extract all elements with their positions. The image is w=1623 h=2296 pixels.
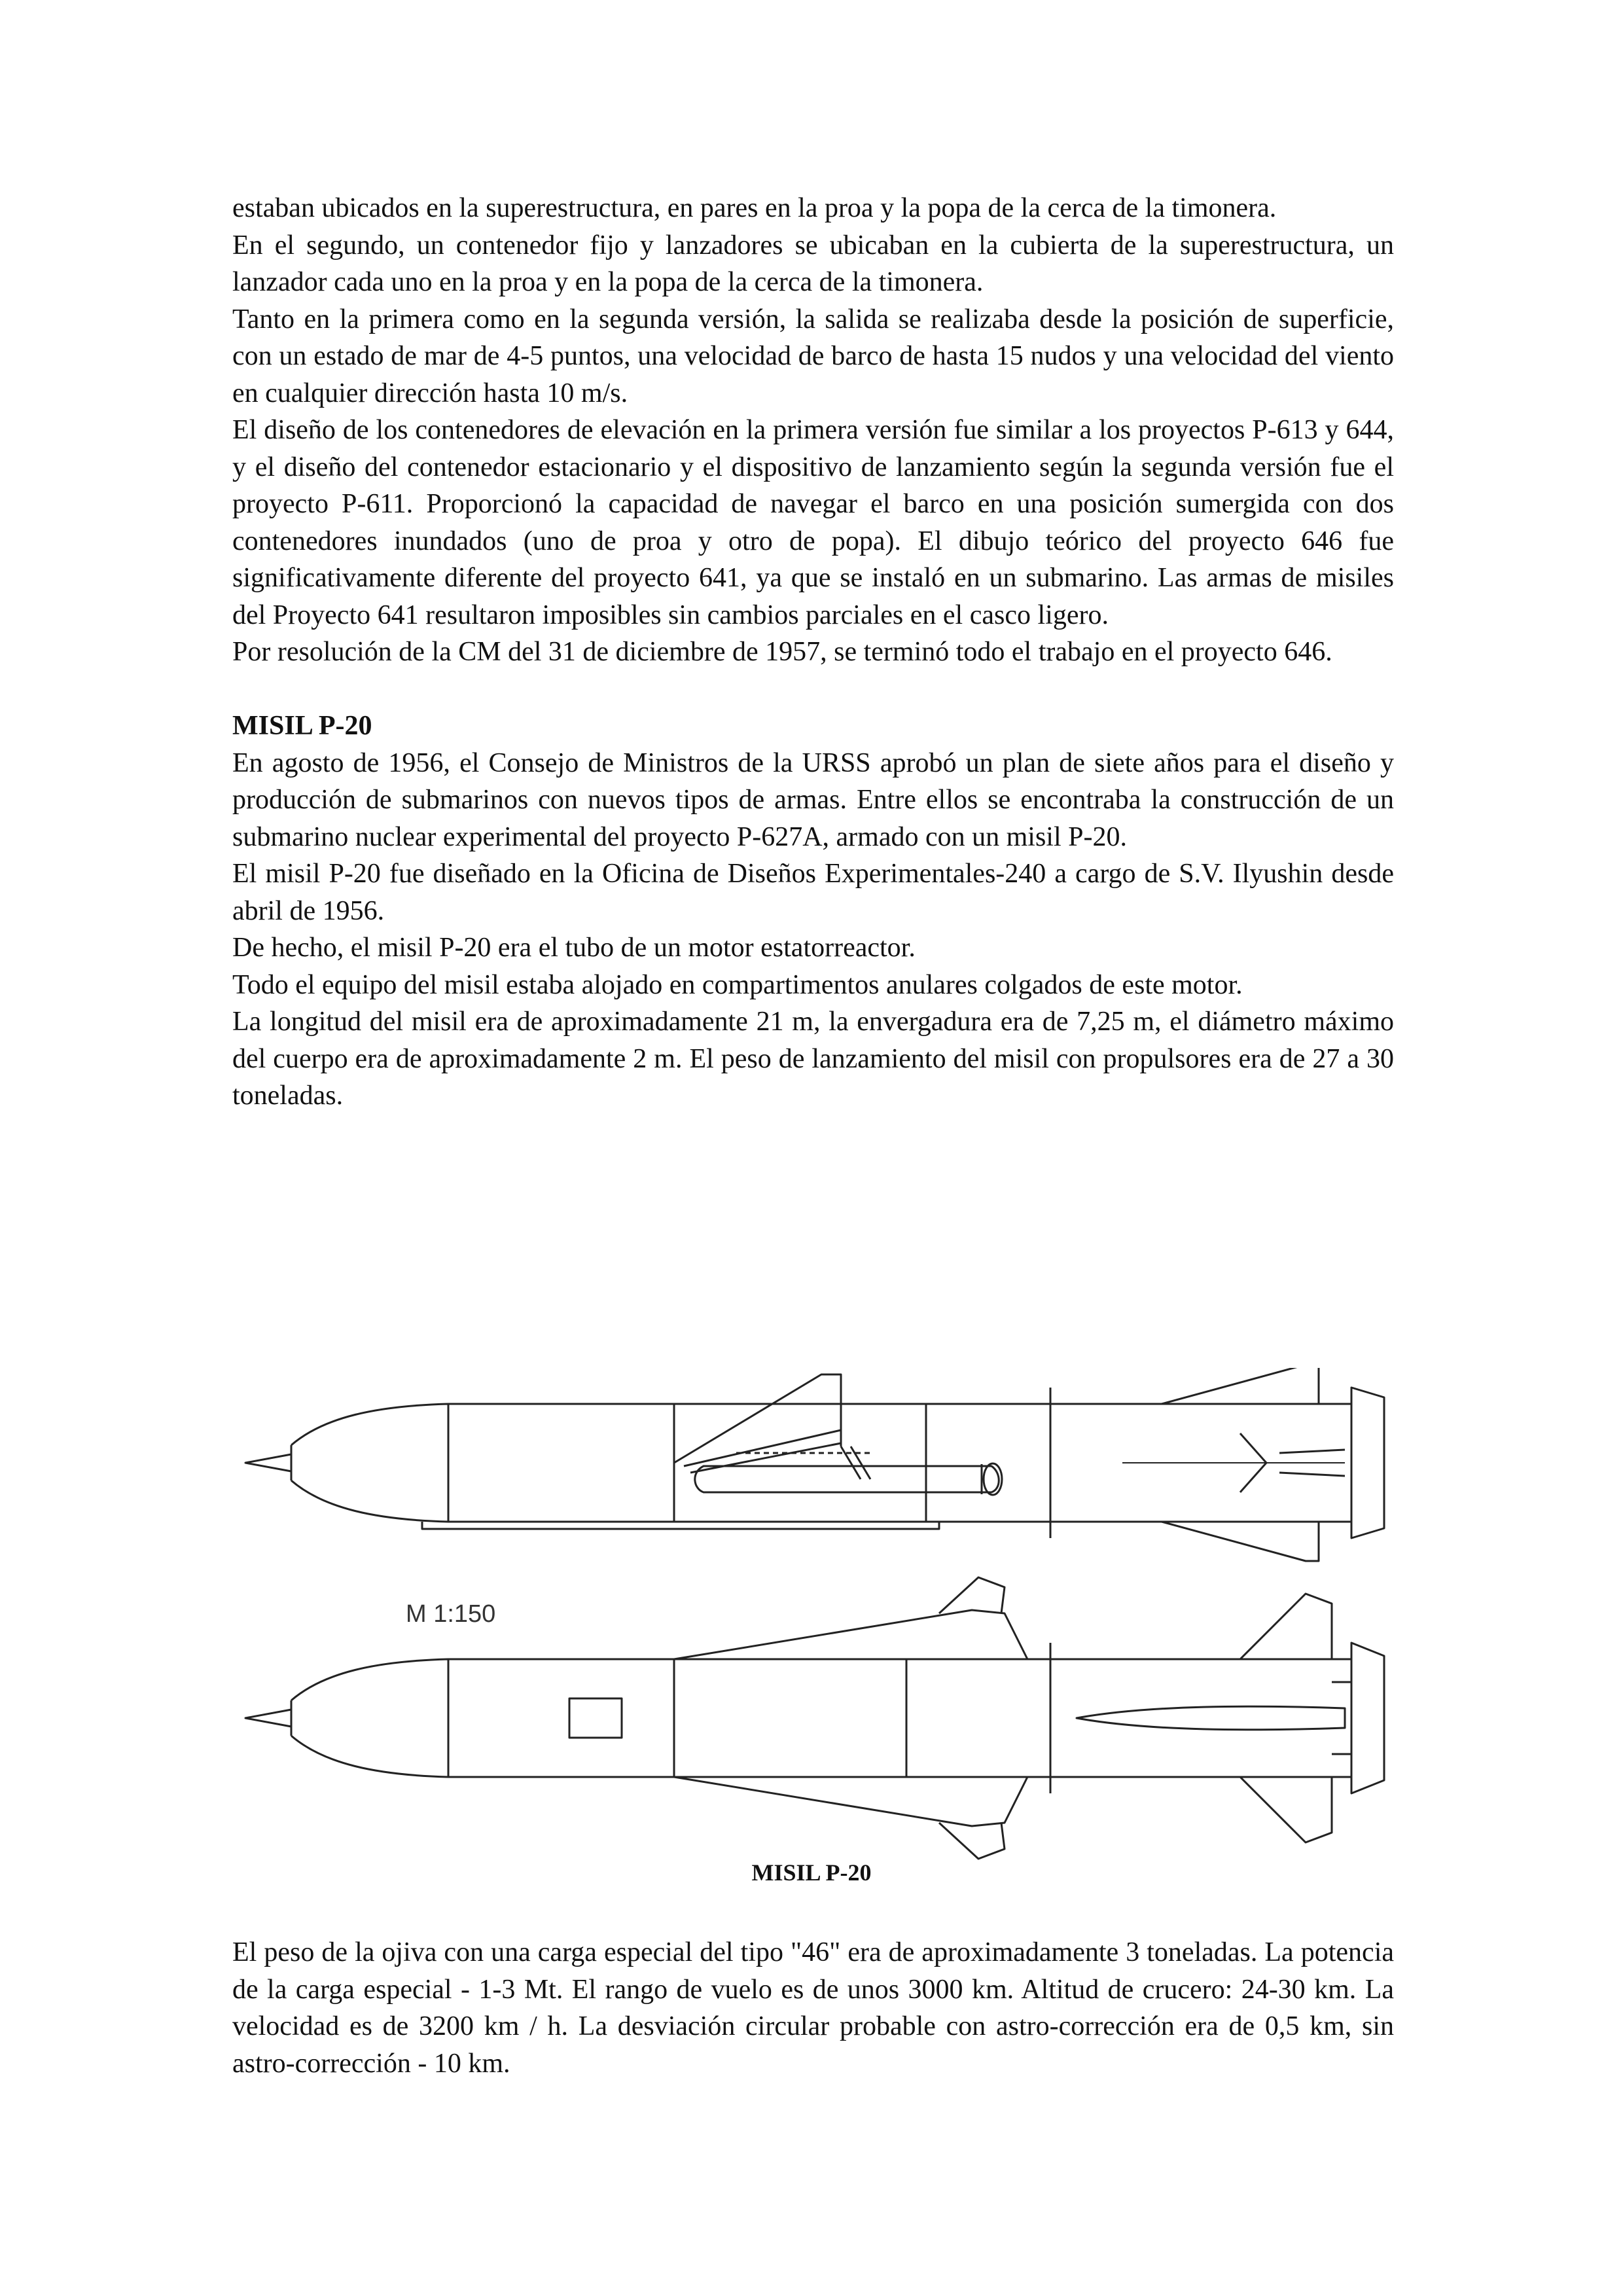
- paragraph: El peso de la ojiva con una carga especial del tipo "46" era de aproximadamente 3 toneladas. La potencia de la carga especial - 1-3 Mt. El rango de vuelo es de unos 3000 km. Altitud de crucero: 24-30 km. La velocidad es de 3200 km / h. La desviación circular probable con astro-corrección era de 0,5 km, sin astro-corrección - 10 km.: [232, 1937, 1394, 2079]
- paragraph: estaban ubicados en la superestructura, en pares en la proa y la popa de la cerca de la timonera.: [232, 193, 1277, 223]
- paragraph: El diseño de los contenedores de elevación en la primera versión fue similar a los proyectos P-613 y 644, y el diseño del contenedor estacionario y el dispositivo de lanzamiento según la segunda versión fue el proyecto P-611. Proporcionó la capacidad de navegar el barco en una posición sumergida con dos contenedores inundados (uno de proa y otro de popa). El dibujo teórico del proyecto 646 fue significativamente diferente del proyecto 641, ya que se instaló en un submarino. Las armas de misiles del Proyecto 641 resultaron imposibles sin cambios parciales en el casco ligero.: [232, 415, 1394, 630]
- paragraph: Todo el equipo del misil estaba alojado en compartimentos anulares colgados de este motor.: [232, 969, 1243, 1000]
- missile-side-view: [245, 1368, 1384, 1561]
- section-heading: MISIL P-20: [232, 711, 372, 741]
- scale-label: M 1:150: [406, 1600, 496, 1628]
- blank-line: [232, 671, 1394, 708]
- paragraph: Tanto en la primera como en la segunda versión, la salida se realizaba desde la posición de superficie, con un estado de mar de 4-5 puntos, una velocidad de barco de hasta 15 nudos y una velocidad del viento en cualquier dirección hasta 10 m/s.: [232, 304, 1394, 408]
- missile-drawing: [232, 1368, 1397, 1878]
- paragraph: La longitud del misil era de aproximadamente 21 m, la envergadura era de 7,25 m, el diámetro máximo del cuerpo era de aproximadamente 2 m. El peso de lanzamiento del misil con propulsores era de 27 a 30 toneladas.: [232, 1007, 1394, 1111]
- paragraph: Por resolución de la CM del 31 de diciembre de 1957, se terminó todo el trabajo en el proyecto 646.: [232, 637, 1332, 667]
- paragraph: El misil P-20 fue diseñado en la Oficina de Diseños Experimentales-240 a cargo de S.V. Ilyushin desde abril de 1956.: [232, 859, 1394, 926]
- paragraph: En el segundo, un contenedor fijo y lanzadores se ubicaban en la cubierta de la superestructura, un lanzador cada uno en la proa y en la popa de la cerca de la timonera.: [232, 230, 1394, 297]
- paragraph: De hecho, el misil P-20 era el tubo de un motor estatorreactor.: [232, 933, 916, 963]
- body-text-bottom: [232, 1934, 1394, 2082]
- figure-caption: MISIL P-20: [751, 1859, 872, 1886]
- body-text-top: [232, 190, 1394, 1115]
- paragraph: En agosto de 1956, el Consejo de Ministros de la URSS aprobó un plan de siete años para el diseño y producción de submarinos con nuevos tipos de armas. Entre ellos se encontraba la construcción de un submarino nuclear experimental del proyecto P-627A, armado con un misil P-20.: [232, 747, 1394, 852]
